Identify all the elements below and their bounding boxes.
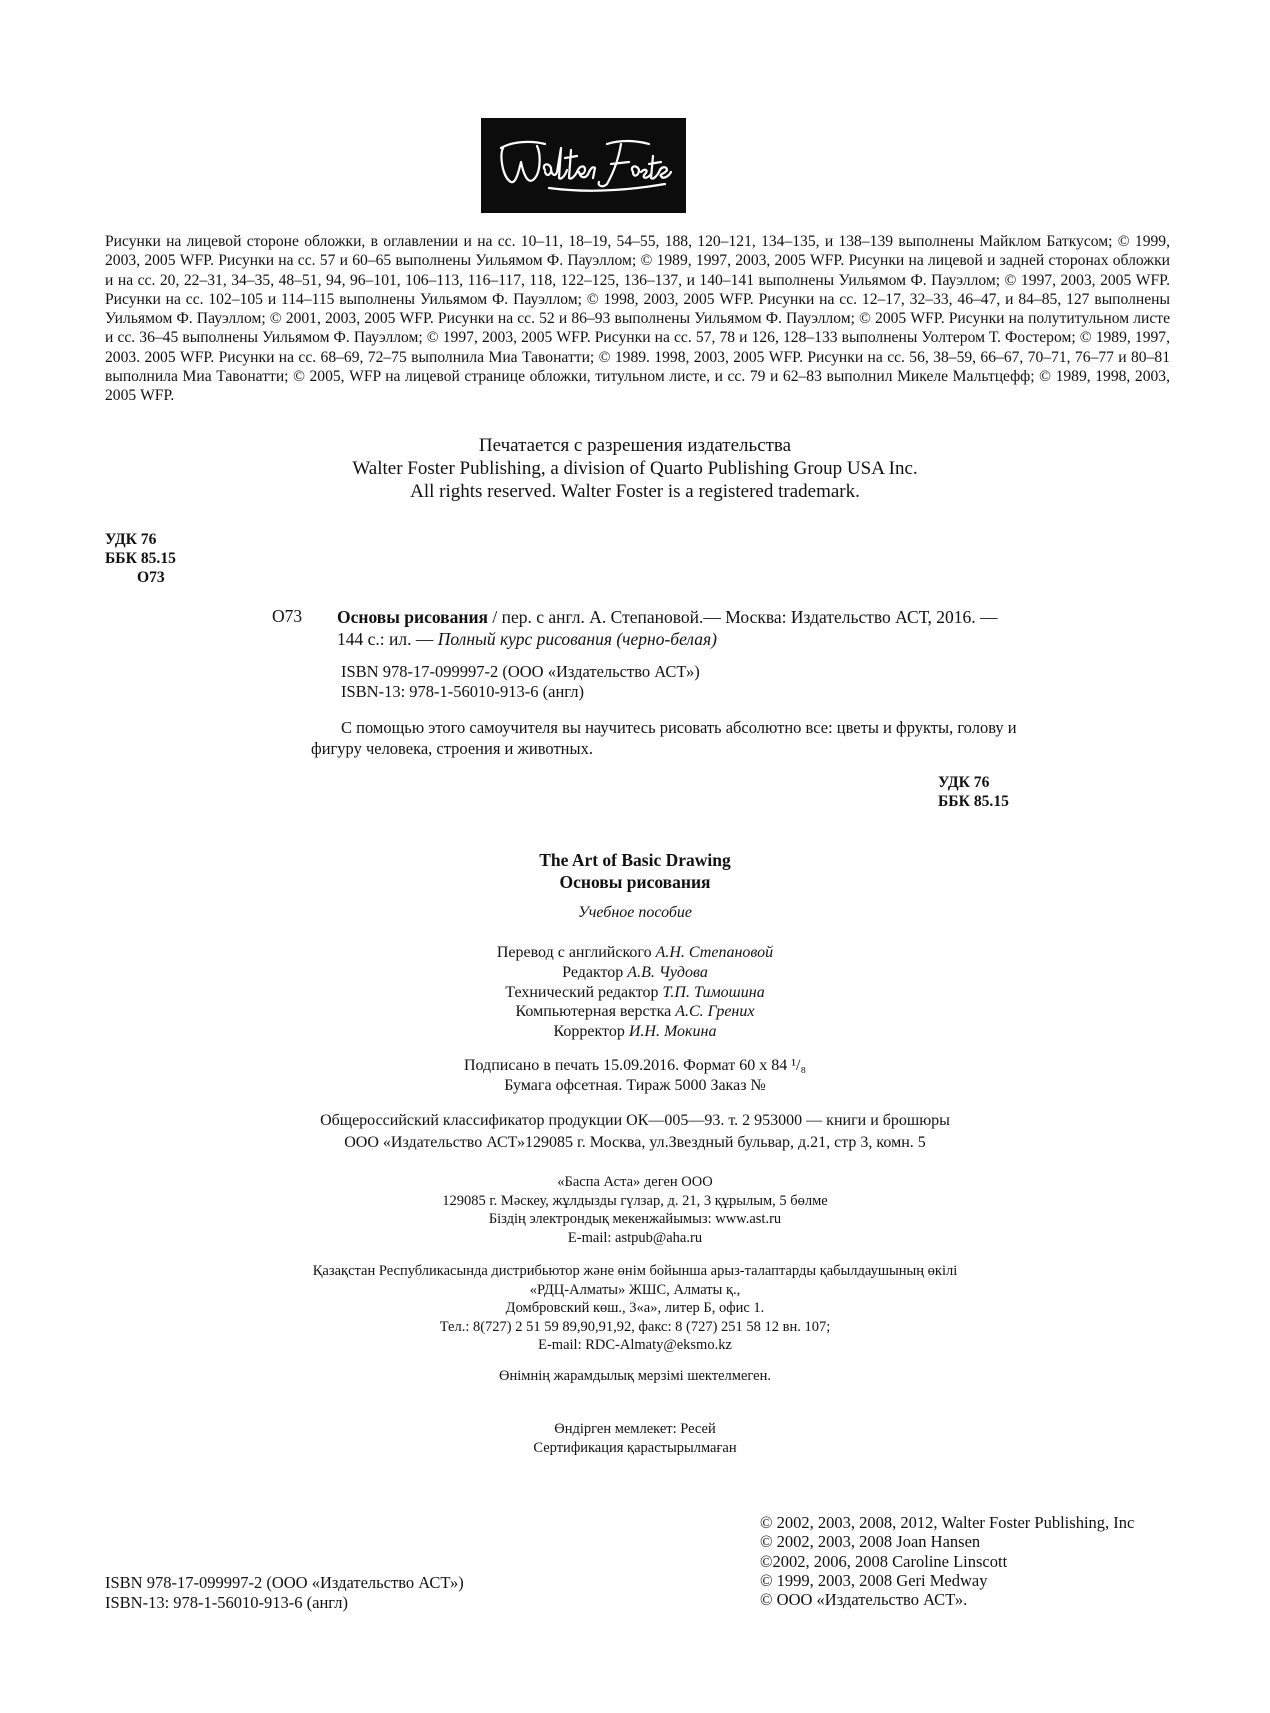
udk-right [938, 773, 1009, 811]
publisher-logo [481, 118, 686, 213]
author-mark: О73 [137, 569, 165, 586]
isbn-line: ISBN 978-17-099997-2 (ООО «Издательство АСТ») [105, 1573, 464, 1592]
kz-line: Біздің электрондық мекенжайымыз: www.ast.ru [488, 1211, 782, 1227]
walter-foster-logo-icon [489, 126, 679, 206]
book-title-en: The Art of Basic Drawing [539, 850, 731, 870]
staff-item: Редактор А.В. Чудова [562, 963, 708, 981]
bibliographic-code: О73 [272, 606, 303, 626]
permission-notice [200, 434, 1070, 503]
publisher-address: ООО «Издательство АСТ»129085 г. Москва, ул.Звездный бульвар, д.21, стр 3, комн. 5 [344, 1134, 926, 1151]
copyright-list [760, 1513, 1134, 1609]
kz-line: «Баспа Аста» деген ООО [557, 1174, 713, 1190]
isbn-line: ISBN 978-17-099997-2 (ООО «Издательство АСТ») [341, 662, 700, 681]
bbk-code: ББК 85.15 [105, 550, 176, 567]
copyright-line: © 1999, 2003, 2008 Geri Medway [760, 1570, 988, 1590]
bibliographic-title: Основы рисования [337, 607, 488, 627]
kz-line: E-mail: astpub@aha.ru [567, 1229, 703, 1246]
classifier-line: Общероссийский классификатор продукции ОК—005—93. т. 2 953000 — книги и брошюры [320, 1112, 950, 1129]
dist-line: E-mail: RDC-Almaty@eksmo.kz [538, 1337, 732, 1353]
bibliographic-details: / пер. с англ. А. Степановой.— Москва: Издательство АСТ, 2016. — 144 с.: ил. — [337, 607, 998, 649]
permission-line: All rights reserved. Walter Foster is a registered trademark. [410, 481, 860, 502]
dist-line: «РДЦ-Алматы» ЖШС, Алматы қ., [529, 1281, 741, 1298]
staff-item: Технический редактор Т.П. Тимошина [505, 983, 765, 1001]
staff-item: Перевод с английского А.Н. Степановой [496, 944, 774, 961]
staff-item: Компьютерная верстка А.С. Грених [515, 1003, 755, 1021]
dist-line: Қазақстан Республикасында дистрибьютор және өнім бойынша арыз-талаптарды қабылдаушының өкілі [312, 1263, 958, 1279]
book-summary: С помощью этого самоучителя вы научитесь рисовать абсолютно все: цветы и фрукты, голову и фигуру человека, строения и животных. [311, 718, 1017, 758]
permission-line: Печатается с разрешения издательства [478, 435, 792, 456]
dist-line: Тел.: 8(727) 2 51 59 89,90,91,92, факс: 8 (727) 251 58 12 вн. 107; [439, 1318, 831, 1335]
classifier-info [200, 1110, 1070, 1154]
udk-code: УДК 76 [938, 774, 990, 791]
isbn-bottom [105, 1573, 464, 1612]
kz-line: 129085 г. Мәскеу, жұлдызды гүлзар, д. 21, 3 құрылым, 5 бөлме [442, 1192, 828, 1209]
book-title-ru: Основы рисования [559, 872, 711, 892]
staff-list [200, 943, 1070, 1042]
book-type: Учебное пособие [577, 904, 692, 921]
shelf-life-note: Өнімнің жарамдылық мерзімі шектелмеген. [499, 1368, 771, 1384]
bibliographic-entry [337, 606, 1022, 650]
bibliographic-series: Полный курс рисования (черно-белая) [437, 629, 717, 649]
origin-line: Сертификация қарастырылмаған [533, 1440, 737, 1456]
print-info-line: Бумага офсетная. Тираж 5000 Заказ № [504, 1076, 766, 1094]
illustration-credits: Рисунки на лицевой стороне обложки, в оглавлении и на сс. 10–11, 18–19, 54–55, 188, 120–121, 134–135, и 138–139 выполнены Майклом Баткусом; © 1999, 2003, 2005 WFP. Рисунки на сс. 57 и 60–65 выполнены Уильямом Ф. Пауэллом; © 1989, 1997, 2003, 2005 WFP. Рисунки на лицевой и задней сторонах обложки и на сс. 20, 22–31, 34–35, 48–51, 94, 96–101, 106–113, 116–117, 118, 122–125, 136–137, и 140–141 выполнены Уильямом Ф. Пауэллом; © 1997, 2003, 2005 WFP. Рисунки на сс. 102–105 и 114–115 выполнены Уильямом Ф. Пауэллом; © 1998, 2003, 2005 WFP. Рисунки на сс. 12–17, 32–33, 46–47, и 84–85, 127 выполнены Уильямом Ф. Пауэллом; © 2001, 2003, 2005 WFP. Рисунки на сс. 52 и 86–93 выполнены Уильямом Ф. Пауэллом; © 2005 WFP. Рисунки на полутитульном листе и сс. 36–45 выполнены Уильямом Ф. Пауэллом; © 1997, 2003, 2005 WFP. Рисунки на сс. 57, 78 и 126, 128–133 выполнены Уолтером Т. Фостером; © 1989, 1997, 2003. 2005 WFP. Рисунки на сс. 68–69, 72–75 выполнила Миа Тавонатти; © 1989. 1998, 2003, 2005 WFP. Рисунки на сс. 56, 38–59, 66–67, 70–71, 76–77 и 80–81 выполнила Миа Тавонатти; © 2005, WFP на лицевой странице обложки, титульном листе, и сс. 79 и 62–83 выполнил Микеле Мальтцефф; © 1989, 1998, 2003, 2005 WFP. [105, 233, 1170, 405]
kz-publisher-info [200, 1173, 1070, 1247]
staff-item: Корректор И.Н. Мокина [553, 1023, 717, 1041]
origin-line: Өндірген мемлекет: Ресей [554, 1421, 716, 1437]
origin-info [200, 1420, 1070, 1458]
copyright-line: ©2002, 2006, 2008 Caroline Linscott [760, 1551, 1008, 1571]
isbn-line: ISBN-13: 978-1-56010-913-6 (англ) [105, 1592, 348, 1612]
copyright-line: © 2002, 2003, 2008 Joan Hansen [760, 1532, 981, 1552]
isbn-line: ISBN-13: 978-1-56010-913-6 (англ) [341, 682, 584, 701]
udk-code: УДК 76 [105, 531, 157, 548]
book-title [200, 849, 1070, 893]
distributor-info [200, 1262, 1070, 1355]
udk-left [105, 530, 176, 587]
dist-line: Домбровский көш., 3«а», литер Б, офис 1. [505, 1300, 765, 1316]
print-info-line: Подписано в печать 15.09.2016. Формат 60 х 84 ¹/₈ [463, 1057, 807, 1074]
print-info [200, 1056, 1070, 1096]
copyright-line: © ООО «Издательство АСТ». [760, 1590, 968, 1610]
permission-line: Walter Foster Publishing, a division of Quarto Publishing Group USA Inc. [352, 458, 918, 479]
isbn-block [341, 662, 700, 702]
copyright-line: © 2002, 2003, 2008, 2012, Walter Foster Publishing, Inc [760, 1513, 1135, 1532]
bbk-code: ББК 85.15 [938, 793, 1009, 810]
